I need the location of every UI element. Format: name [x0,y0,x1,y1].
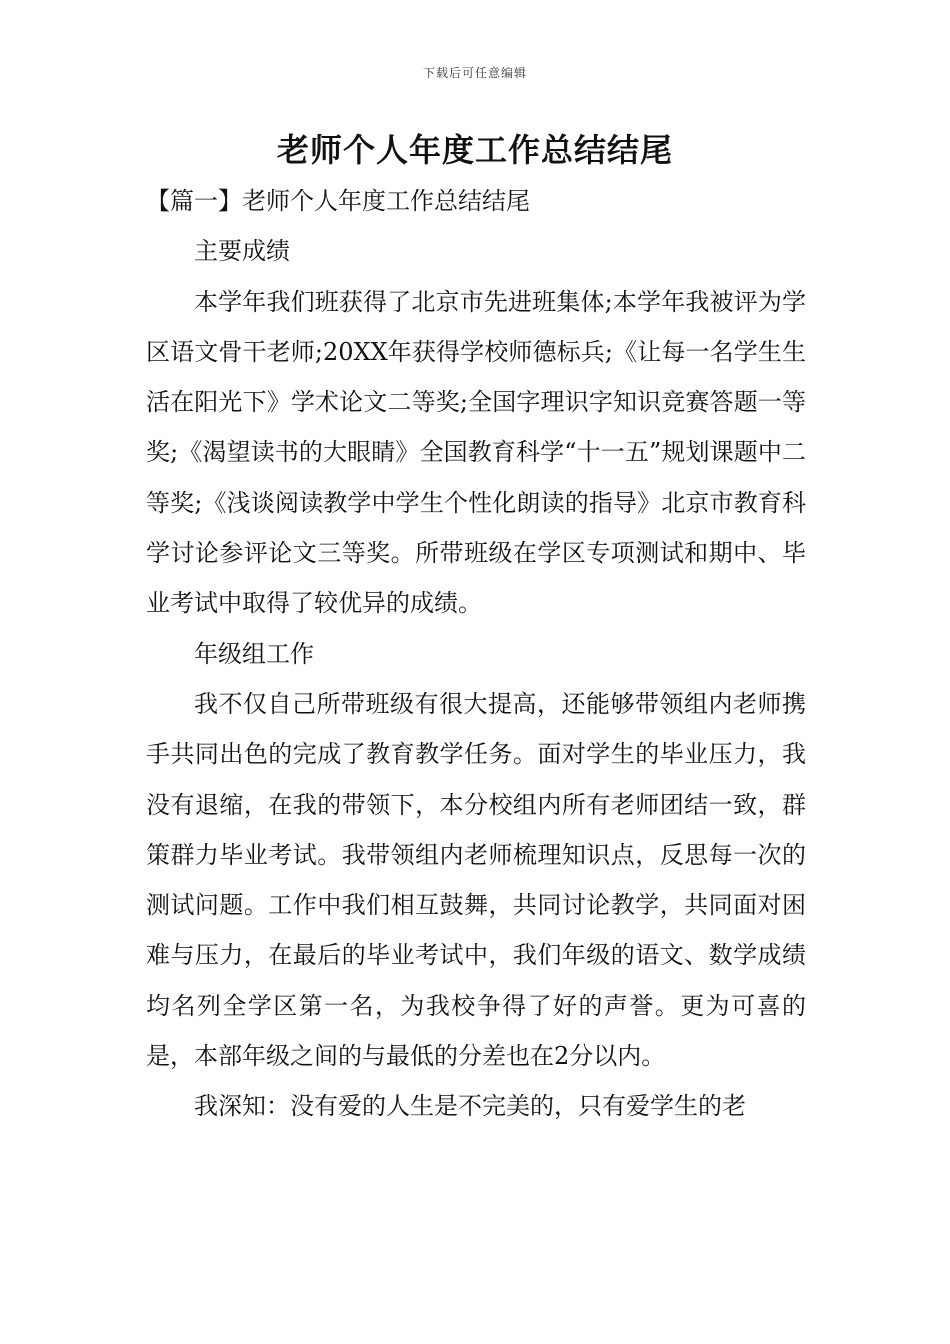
heading-grade-work: 年级组工作 [194,639,314,668]
paragraph-achievements: 本学年我们班获得了北京市先进班集体;本学年我被评为学区语文骨干老师;20XX年获得学校师德标兵;《让每一名学生生活在阳光下》学术论文二等奖;全国字理识字知识竞赛答题一等奖;《渴望读书的大眼睛》全国教育科学“十一五”规划课题中二等奖;《浅谈阅读教学中学生个性化朗读的指导》北京市教育科学讨论参评论文三等奖。所带班级在学区专项测试和期中、毕业考试中取得了较优异的成绩。 [146,287,806,618]
section-title: 【篇一】老师个人年度工作总结结尾 [146,187,530,215]
paragraph-love: 我深知：没有爱的人生是不完美的，只有爱学生的老 [194,1092,746,1121]
heading-achievements: 主要成绩 [194,237,290,266]
page-header-note: 下载后可任意编辑 [422,66,527,80]
document-title: 老师个人年度工作总结结尾 [276,131,673,169]
paragraph-grade-work: 我不仅自己所带班级有很大提高，还能够带领组内老师携手共同出色的完成了教育教学任务。面对学生的毕业压力，我没有退缩，在我的带领下，本分校组内所有老师团结一致，群策群力毕业考试。我带领组内老师梳理知识点，反思每一次的测试问题。工作中我们相互鼓舞，共同讨论教学，共同面对困难与压力，在最后的毕业考试中，我们年级的语文、数学成绩均名列全学区第一名，为我校争得了好的声誉。更为可喜的是，本部年级之间的与最低的分差也在2分以内。 [146,689,806,1071]
document-body [146,176,806,1132]
